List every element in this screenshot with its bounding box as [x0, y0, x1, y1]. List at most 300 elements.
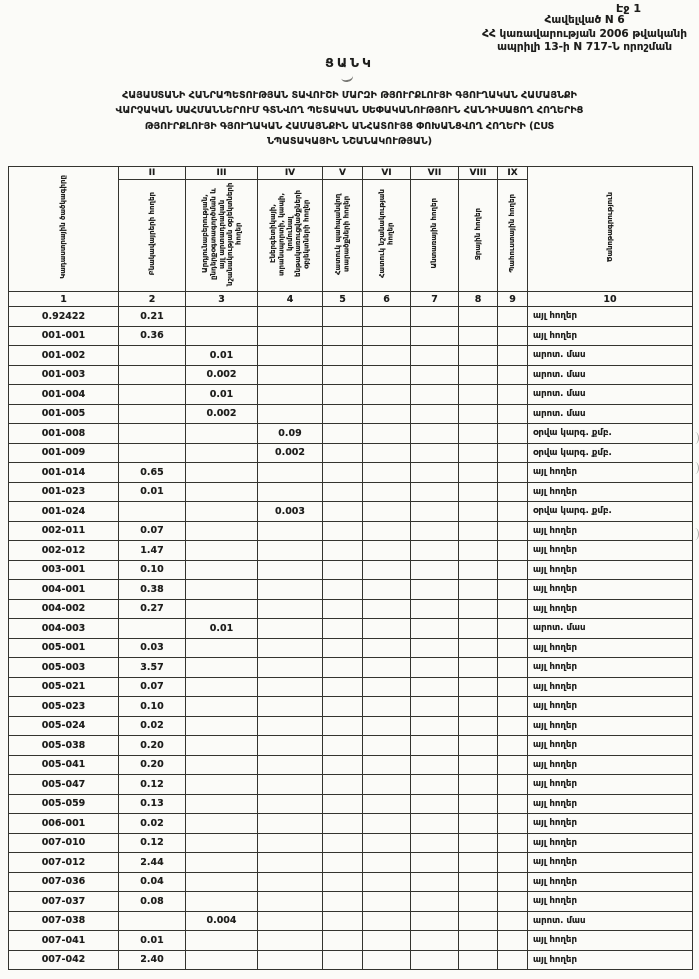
cell-value: [186, 482, 258, 502]
cell-value: [498, 736, 528, 756]
cell-code: 005-001: [9, 638, 119, 658]
cell-value: [323, 541, 363, 561]
cell-value: [258, 541, 323, 561]
cell-value: [258, 560, 323, 580]
header-water-lands: [459, 180, 498, 292]
cell-value: [411, 697, 459, 717]
cell-value: [459, 911, 498, 931]
cell-value: [363, 502, 411, 522]
cell-value: [363, 833, 411, 853]
cell-value: [323, 638, 363, 658]
cell-value: [498, 872, 528, 892]
cell-value: [258, 755, 323, 775]
cell-code: 001-009: [9, 443, 119, 463]
cell-value: [498, 482, 528, 502]
cell-note: արոտ. մաս: [528, 404, 693, 424]
cell-value: 0.002: [258, 443, 323, 463]
cell-value: [323, 814, 363, 834]
pen-scribble-mark: [340, 71, 354, 83]
table-row: [9, 794, 693, 814]
cell-note: այլ հողեր: [528, 521, 693, 541]
header-industrial-lands: [186, 180, 258, 292]
cell-value: 0.03: [119, 638, 186, 658]
cell-value: 0.01: [186, 619, 258, 639]
cell-value: 3.57: [119, 658, 186, 678]
page-number-label: Էջ 1: [616, 2, 641, 15]
cell-value: [363, 560, 411, 580]
cell-code: 001-004: [9, 385, 119, 405]
cell-value: [258, 697, 323, 717]
table-row: [9, 716, 693, 736]
cell-value: [323, 755, 363, 775]
cell-code: 005-003: [9, 658, 119, 678]
cell-value: [459, 541, 498, 561]
cell-note: արոտ. մաս: [528, 619, 693, 639]
cell-value: [459, 814, 498, 834]
cell-value: [411, 716, 459, 736]
cell-value: 0.20: [119, 736, 186, 756]
cell-value: [363, 697, 411, 717]
cell-value: 0.01: [186, 385, 258, 405]
cell-value: 0.09: [258, 424, 323, 444]
cell-value: [363, 307, 411, 327]
roman-numeral: VII: [411, 167, 459, 180]
cell-value: [411, 677, 459, 697]
cell-code: 004-002: [9, 599, 119, 619]
cell-value: [498, 326, 528, 346]
cell-code: 003-001: [9, 560, 119, 580]
column-number: 3: [186, 292, 258, 307]
cell-value: [186, 677, 258, 697]
cell-value: 0.01: [119, 931, 186, 951]
roman-numeral: VI: [363, 167, 411, 180]
cell-value: [186, 950, 258, 970]
cell-value: [323, 521, 363, 541]
cell-value: [323, 482, 363, 502]
cell-value: [411, 307, 459, 327]
cell-value: [186, 658, 258, 678]
cell-code: 001-014: [9, 463, 119, 483]
cell-value: [186, 443, 258, 463]
cell-value: [363, 580, 411, 600]
table-row: [9, 443, 693, 463]
table-row: [9, 385, 693, 405]
cell-value: [459, 599, 498, 619]
cell-value: [498, 950, 528, 970]
header-notes: [528, 167, 693, 292]
table-row: [9, 560, 693, 580]
table-row: [9, 326, 693, 346]
header-protected-lands-label: Հատուկ պահպանվող տարածքների հողեր: [334, 193, 351, 275]
cell-note: այլ հողեր: [528, 950, 693, 970]
cell-value: 0.27: [119, 599, 186, 619]
cell-value: 0.21: [119, 307, 186, 327]
table-row: [9, 580, 693, 600]
cell-value: [323, 911, 363, 931]
cell-value: [363, 326, 411, 346]
cell-code: 001-008: [9, 424, 119, 444]
cell-value: [459, 950, 498, 970]
cell-value: [459, 677, 498, 697]
cell-value: 0.002: [186, 365, 258, 385]
cell-value: [363, 736, 411, 756]
cell-value: [363, 541, 411, 561]
cell-value: [186, 716, 258, 736]
cell-value: [498, 911, 528, 931]
cell-value: [459, 755, 498, 775]
cell-value: [411, 580, 459, 600]
cell-value: [119, 443, 186, 463]
cell-value: 0.13: [119, 794, 186, 814]
cell-value: [411, 872, 459, 892]
cell-value: [258, 931, 323, 951]
table-row: [9, 677, 693, 697]
cell-value: [258, 521, 323, 541]
cell-code: 005-041: [9, 755, 119, 775]
cell-value: [411, 833, 459, 853]
table-row: [9, 911, 693, 931]
cell-value: [459, 716, 498, 736]
cell-value: [498, 677, 528, 697]
cell-value: [363, 911, 411, 931]
cell-value: 0.07: [119, 677, 186, 697]
cell-value: [459, 619, 498, 639]
cell-value: [498, 443, 528, 463]
cell-value: [186, 736, 258, 756]
table-row: [9, 658, 693, 678]
column-number: 9: [498, 292, 528, 307]
cell-code: 004-003: [9, 619, 119, 639]
subtitle-line: ՆՊԱՏԱԿԱՅԻՆ ՆՇԱՆԱԿՈՒԹՅԱՆ): [266, 136, 433, 148]
cell-value: [498, 931, 528, 951]
cell-value: [498, 599, 528, 619]
table-row: [9, 463, 693, 483]
cell-value: [411, 404, 459, 424]
cell-code: 001-003: [9, 365, 119, 385]
cell-value: [498, 775, 528, 795]
cell-value: [323, 892, 363, 912]
cell-value: [498, 658, 528, 678]
cell-value: [411, 619, 459, 639]
cell-value: 0.08: [119, 892, 186, 912]
roman-numeral: IX: [498, 167, 528, 180]
cell-value: [323, 424, 363, 444]
cell-value: [498, 697, 528, 717]
table-row: [9, 892, 693, 912]
cell-value: 0.002: [186, 404, 258, 424]
cell-value: [411, 541, 459, 561]
roman-numeral: IV: [258, 167, 323, 180]
cell-value: [498, 424, 528, 444]
cell-value: [323, 385, 363, 405]
header-industrial-lands-label: Արդյունաբերության, ընդերքօգտագործման և այլ արտադրական նշանակության օբյեկտների հողեր: [200, 181, 243, 286]
cell-value: [119, 404, 186, 424]
cell-code: 001-001: [9, 326, 119, 346]
cell-value: [258, 580, 323, 600]
cell-value: [459, 326, 498, 346]
table-row: [9, 599, 693, 619]
cell-code: 005-024: [9, 716, 119, 736]
cell-value: [411, 755, 459, 775]
table-body: [9, 307, 693, 970]
cell-value: [363, 463, 411, 483]
cell-value: [498, 580, 528, 600]
cell-value: [258, 833, 323, 853]
cell-value: [411, 950, 459, 970]
cell-value: 0.20: [119, 755, 186, 775]
cell-value: [411, 736, 459, 756]
cell-value: 0.10: [119, 697, 186, 717]
cell-value: [363, 619, 411, 639]
cell-value: [459, 385, 498, 405]
land-transfer-table: [8, 166, 693, 970]
column-number: 2: [119, 292, 186, 307]
roman-numeral: V: [323, 167, 363, 180]
cell-value: [411, 385, 459, 405]
header-water-lands-label: Ջրային հողեր: [473, 207, 482, 260]
header-forest-lands-label: Անտառային հողեր: [430, 198, 439, 269]
header-special-purpose-lands: [363, 180, 411, 292]
subtitle-line: ՀԱՅԱՍՏԱՆԻ ՀԱՆՐԱՊԵՏՈՒԹՅԱՆ ՏԱՎՈՒՇԻ ՄԱՐԶԻ ԹՅՈՒՐՔԼՈՒՅԻ ԳՅՈՒՂԱԿԱՆ ՀԱՄԱՅՆՔԻ: [122, 90, 577, 101]
cell-value: [459, 833, 498, 853]
cell-value: 0.003: [258, 502, 323, 522]
cell-value: 0.12: [119, 833, 186, 853]
cell-value: [498, 346, 528, 366]
roman-numeral: VIII: [459, 167, 498, 180]
cell-value: [363, 404, 411, 424]
cell-value: [459, 794, 498, 814]
table-row: [9, 365, 693, 385]
cell-value: [323, 560, 363, 580]
cell-value: 0.02: [119, 716, 186, 736]
cell-value: [323, 833, 363, 853]
cell-note: այլ հողեր: [528, 307, 693, 327]
cell-value: [258, 814, 323, 834]
cell-value: [363, 853, 411, 873]
table-row: [9, 853, 693, 873]
cell-value: [323, 658, 363, 678]
cell-value: [323, 599, 363, 619]
cell-code: 001-024: [9, 502, 119, 522]
cell-note: այլ հողեր: [528, 580, 693, 600]
cell-code: 007-010: [9, 833, 119, 853]
cell-value: [119, 385, 186, 405]
cell-value: [323, 931, 363, 951]
cell-value: [119, 911, 186, 931]
cell-value: [411, 814, 459, 834]
cell-value: [459, 307, 498, 327]
cell-value: [363, 892, 411, 912]
cell-value: [411, 521, 459, 541]
cell-note: արոտ. մաս: [528, 346, 693, 366]
cell-code: 005-023: [9, 697, 119, 717]
cell-value: 2.44: [119, 853, 186, 873]
table-row: [9, 482, 693, 502]
cell-value: [258, 326, 323, 346]
cell-value: [323, 775, 363, 795]
column-number: 6: [363, 292, 411, 307]
annex-reference-block: [482, 14, 687, 55]
cell-code: 007-036: [9, 872, 119, 892]
cell-value: [498, 404, 528, 424]
cell-code: 002-012: [9, 541, 119, 561]
column-number: 5: [323, 292, 363, 307]
cell-value: [119, 619, 186, 639]
cell-value: [459, 443, 498, 463]
cell-note: այլ հողեր: [528, 833, 693, 853]
cell-value: [498, 307, 528, 327]
cell-value: [186, 541, 258, 561]
cell-value: [186, 697, 258, 717]
cell-value: [323, 853, 363, 873]
cell-value: [363, 482, 411, 502]
cell-value: [411, 931, 459, 951]
cell-value: [411, 346, 459, 366]
cell-value: [498, 716, 528, 736]
cell-value: [186, 326, 258, 346]
roman-numeral-row: [9, 167, 693, 180]
cell-note: այլ հողեր: [528, 599, 693, 619]
cell-value: [498, 794, 528, 814]
table-row: [9, 638, 693, 658]
cell-note: այլ հողեր: [528, 463, 693, 483]
cell-value: [459, 931, 498, 951]
cell-value: [323, 326, 363, 346]
cell-value: [363, 599, 411, 619]
cell-note: այլ հողեր: [528, 892, 693, 912]
cell-note: օրվա կարգ. քմբ.: [528, 443, 693, 463]
cell-value: [498, 892, 528, 912]
cell-value: [258, 365, 323, 385]
cell-value: [323, 697, 363, 717]
cell-code: 005-038: [9, 736, 119, 756]
cell-value: [323, 950, 363, 970]
cell-value: [498, 541, 528, 561]
cell-value: 0.12: [119, 775, 186, 795]
margin-scribble: [691, 528, 699, 540]
cell-value: [323, 736, 363, 756]
cell-note: այլ հողեր: [528, 482, 693, 502]
cell-value: [323, 580, 363, 600]
cell-code: 007-041: [9, 931, 119, 951]
cell-value: [186, 521, 258, 541]
cell-value: [186, 638, 258, 658]
cell-value: [258, 658, 323, 678]
cell-value: [411, 365, 459, 385]
table-row: [9, 736, 693, 756]
header-cadastral-code-label: Կադաստրային ծածկագիրը: [59, 175, 68, 279]
cell-value: [411, 463, 459, 483]
cell-value: [323, 794, 363, 814]
cell-value: 0.10: [119, 560, 186, 580]
cell-value: [258, 892, 323, 912]
cell-value: [411, 892, 459, 912]
cell-value: [459, 521, 498, 541]
cell-value: [186, 794, 258, 814]
cell-code: 004-001: [9, 580, 119, 600]
cell-value: [258, 599, 323, 619]
table-row: [9, 619, 693, 639]
annex-number: Հավելված N 6: [544, 14, 625, 26]
cell-value: 0.07: [119, 521, 186, 541]
cell-value: [411, 443, 459, 463]
cell-value: [363, 814, 411, 834]
header-reserve-lands: [498, 180, 528, 292]
cell-code: 005-047: [9, 775, 119, 795]
cell-value: [363, 385, 411, 405]
cell-value: [411, 599, 459, 619]
table-row: [9, 424, 693, 444]
cell-value: [498, 619, 528, 639]
cell-note: այլ հողեր: [528, 755, 693, 775]
cell-note: արոտ. մաս: [528, 385, 693, 405]
cell-value: [498, 365, 528, 385]
cell-value: [186, 814, 258, 834]
cell-value: [498, 638, 528, 658]
cell-code: 0.92422: [9, 307, 119, 327]
cell-value: [258, 911, 323, 931]
cell-value: [363, 443, 411, 463]
table-row: [9, 775, 693, 795]
cell-value: [498, 521, 528, 541]
cell-value: 0.65: [119, 463, 186, 483]
cell-value: [258, 794, 323, 814]
cell-value: [363, 638, 411, 658]
table-row: [9, 931, 693, 951]
cell-value: [411, 775, 459, 795]
cell-value: 1.47: [119, 541, 186, 561]
cell-value: [186, 892, 258, 912]
cell-value: 0.02: [119, 814, 186, 834]
cell-value: [459, 365, 498, 385]
cell-value: [411, 502, 459, 522]
cell-note: այլ հողեր: [528, 716, 693, 736]
cell-value: [363, 794, 411, 814]
margin-scribble: [691, 462, 699, 474]
cell-value: [459, 560, 498, 580]
cell-value: [411, 794, 459, 814]
cell-value: [459, 580, 498, 600]
column-number: 8: [459, 292, 498, 307]
cell-value: [258, 950, 323, 970]
cell-value: [498, 463, 528, 483]
cell-value: [363, 658, 411, 678]
cell-value: [411, 853, 459, 873]
cell-value: [186, 853, 258, 873]
cell-value: [411, 638, 459, 658]
cell-value: [459, 463, 498, 483]
government-line: ՀՀ կառավարության 2006 թվականի: [482, 27, 687, 40]
cell-code: 006-001: [9, 814, 119, 834]
cell-note: այլ հողեր: [528, 814, 693, 834]
cell-value: [459, 502, 498, 522]
header-energy-transport-lands: [258, 180, 323, 292]
cell-value: [363, 677, 411, 697]
cell-value: [186, 931, 258, 951]
cell-value: [323, 677, 363, 697]
table-header: [9, 167, 693, 307]
header-cadastral-code: [9, 167, 119, 292]
cell-value: [363, 950, 411, 970]
cell-value: [323, 365, 363, 385]
cell-value: 0.004: [186, 911, 258, 931]
cell-value: [363, 755, 411, 775]
cell-code: 001-023: [9, 482, 119, 502]
cell-value: [411, 560, 459, 580]
column-number: 7: [411, 292, 459, 307]
cell-value: [119, 502, 186, 522]
cell-value: [258, 775, 323, 795]
